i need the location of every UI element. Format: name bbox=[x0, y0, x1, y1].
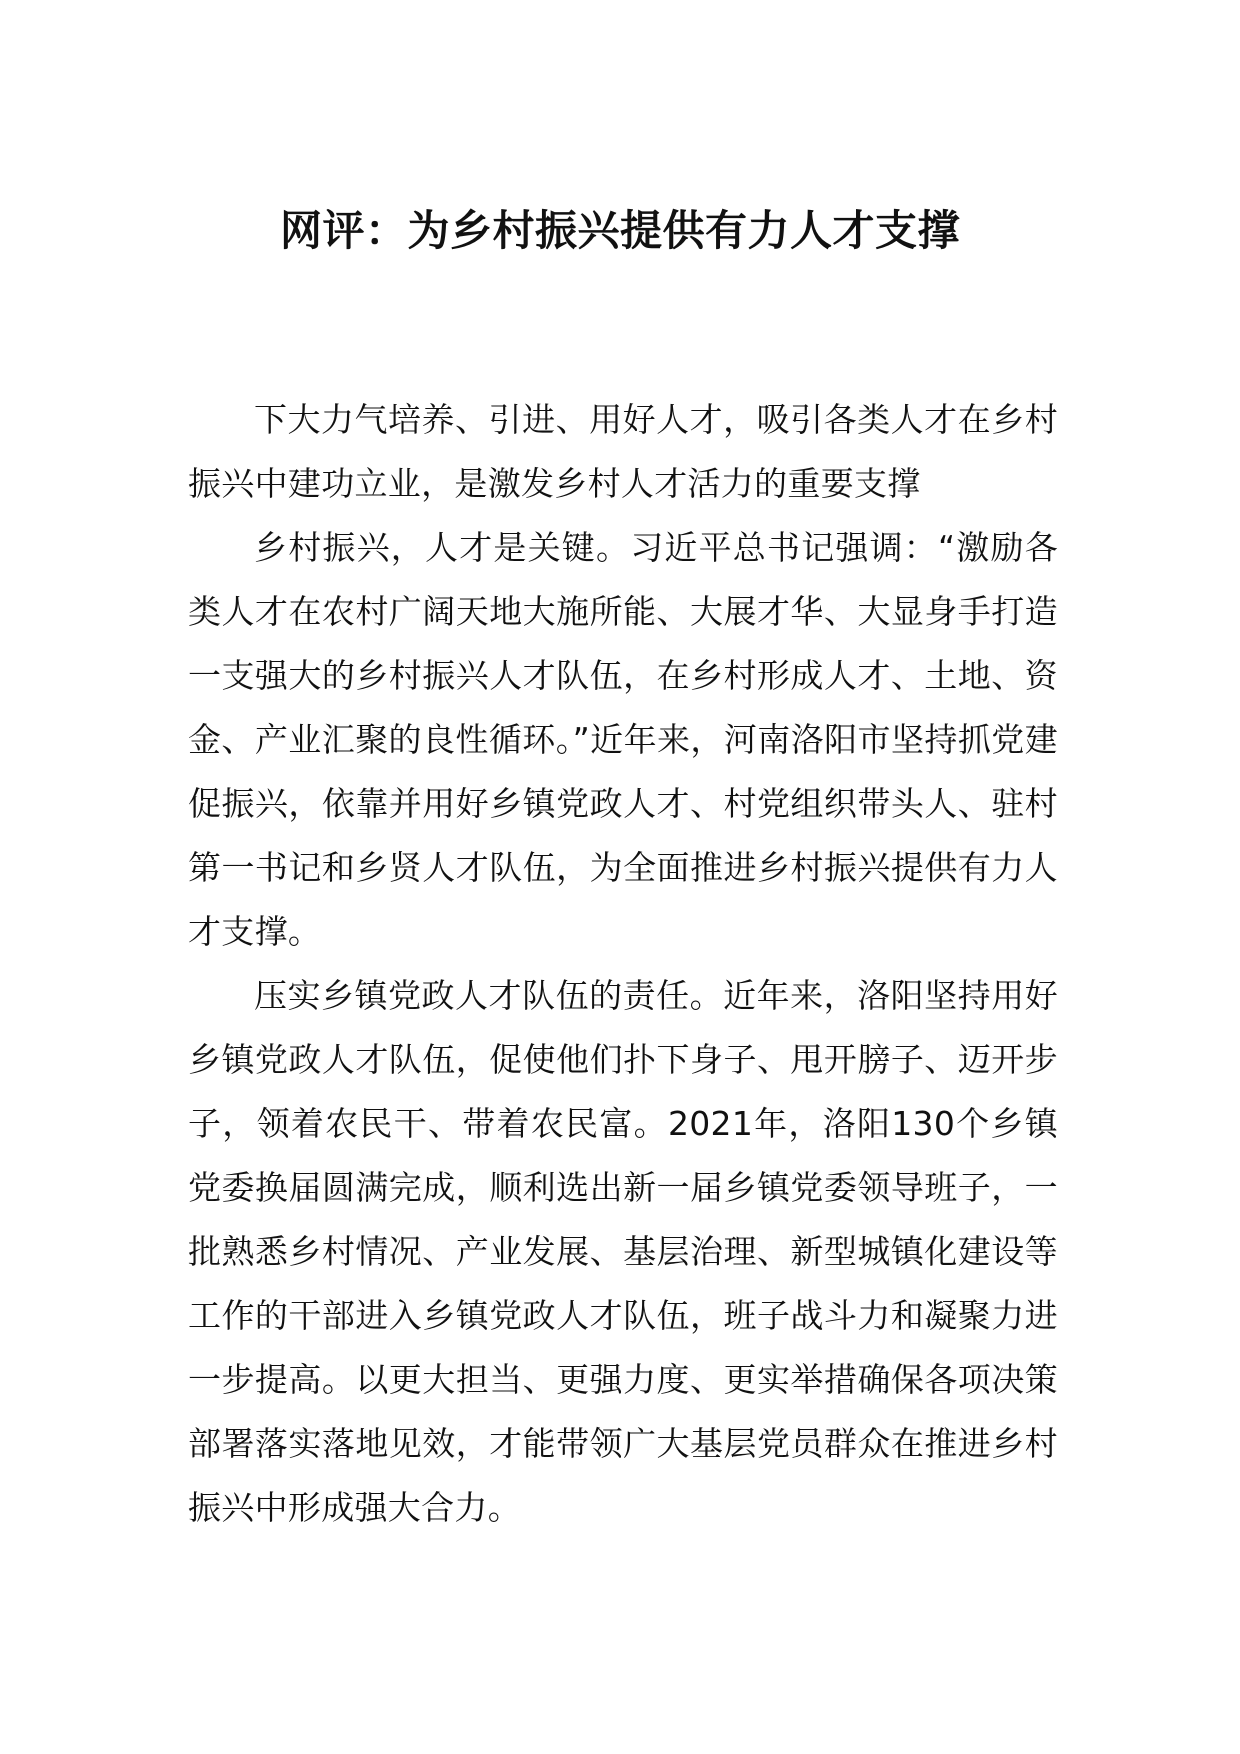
document-title: 网评：为乡村振兴提供有力人才支撑 bbox=[279, 206, 960, 255]
document-body bbox=[188, 388, 1058, 1540]
paragraph-2: 乡村振兴，人才是关键。习近平总书记强调：“激励各类人才在农村广阔天地大施所能、大展才华、大显身手打造一支强大的乡村振兴人才队伍，在乡村形成人才、土地、资金、产业汇聚的良性循环。”近年来，河南洛阳市坚持抓党建促振兴，依靠并用好乡镇党政人才、村党组织带头人、驻村第一书记和乡贤人才队伍，为全面推进乡村振兴提供有力人才支撑。 bbox=[188, 528, 1058, 951]
paragraph-3: 压实乡镇党政人才队伍的责任。近年来，洛阳坚持用好乡镇党政人才队伍，促使他们扑下身子、甩开膀子、迈开步子，领着农民干、带着农民富。2021年，洛阳130个乡镇党委换届圆满完成，顺利选出新一届乡镇党委领导班子，一批熟悉乡村情况、产业发展、基层治理、新型城镇化建设等工作的干部进入乡镇党政人才队伍，班子战斗力和凝聚力进一步提高。以更大担当、更强力度、更实举措确保各项决策部署落实落地见效，才能带领广大基层党员群众在推进乡村振兴中形成强大合力。 bbox=[188, 976, 1058, 1527]
paragraph-1: 下大力气培养、引进、用好人才，吸引各类人才在乡村振兴中建功立业，是激发乡村人才活力的重要支撑 bbox=[188, 400, 1058, 503]
